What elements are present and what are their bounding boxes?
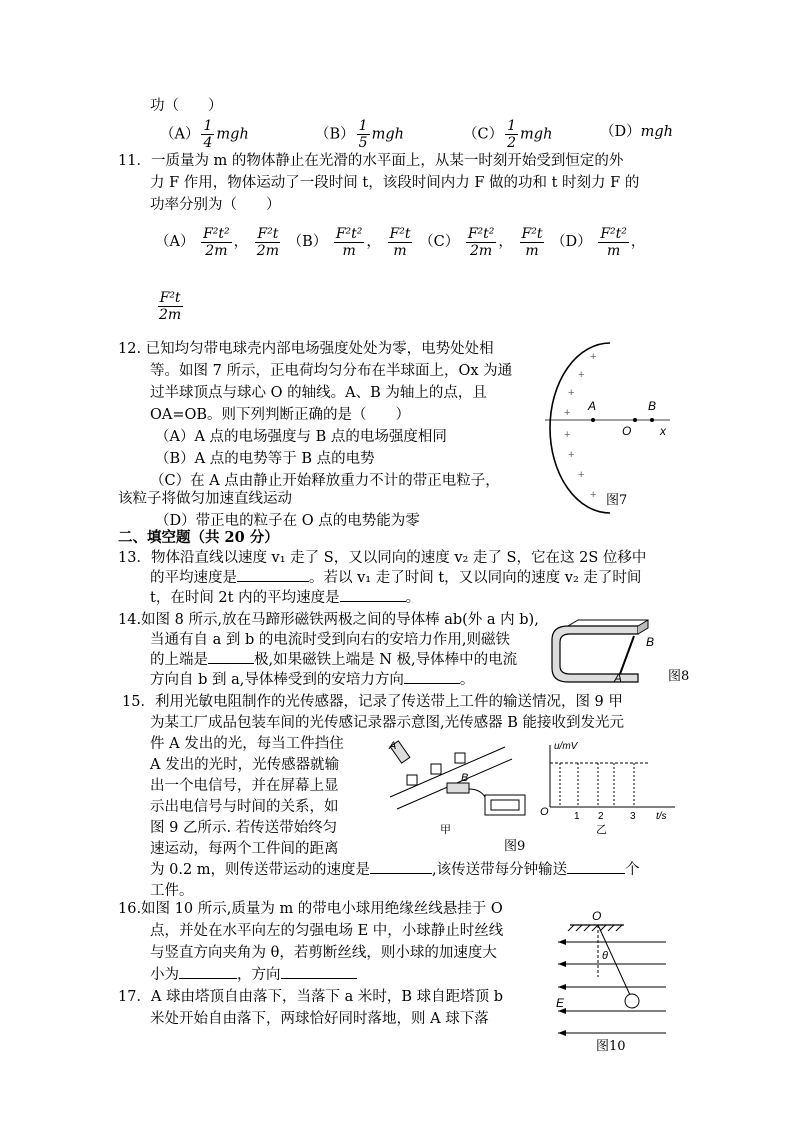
label-b: B	[461, 772, 469, 784]
hatch	[584, 925, 590, 931]
fraction: $\frac{1}{4}$	[203, 118, 213, 151]
conductor-rod	[620, 636, 634, 674]
q12-line1: 12. 已知均匀带电球壳内部电场强度处处为零，电势处处相	[118, 341, 494, 357]
q16-text: ，方向	[237, 967, 281, 983]
q13-text: t，在时间 2t 内的平均速度是	[150, 590, 340, 606]
label-jia: 甲	[440, 824, 451, 836]
label-o: O	[622, 424, 632, 438]
q15-text: 个	[625, 862, 640, 878]
answer-blank[interactable]	[340, 601, 406, 602]
q14-text: 。	[459, 672, 475, 688]
q10-option-a: （A） $\frac{1}{4}$ mgh	[160, 118, 249, 151]
q16-line2: 点，并处在水平向左的匀强电场 E 中，小球静止时丝线	[150, 923, 504, 939]
arrowhead	[558, 984, 566, 990]
hatch	[568, 925, 574, 931]
label-x: x	[660, 424, 666, 438]
q10-option-c: （C） $\frac{1}{2}$ mgh	[463, 118, 553, 151]
fraction: $\frac{\text{F²t²}}{2m}$	[467, 225, 495, 259]
q12-option-a: （A）A 点的电场强度与 B 点的电场强度相同	[155, 429, 447, 445]
q15-text: ,该传送带每分钟输送	[432, 862, 568, 878]
fraction: $\frac{\text{F²t}}{2m}$	[256, 225, 279, 259]
q11-options: （A） $\frac{\text{F²t²}}{2m}$ ， $\frac{\text{F²t}}{2m}$ （B） $\frac{\text{F²t²}}{m}$ ， $\frac{\text{F²t}}{m}$ （C） $\frac{\text{F²t²}}{2m}$ ， $\frac{\text{F²t}}{m}$ （D） $\frac{\text{F²t²}}{m}$ ，	[155, 225, 646, 259]
answer-blank[interactable]	[567, 873, 625, 874]
q15-line1: 15．利用光敏电阻制作的光传感器，记录了传送带上工件的输送情况，图 9 甲	[122, 694, 623, 710]
sensor-wire	[469, 789, 485, 797]
tick-label: 1	[574, 811, 580, 822]
point-a	[591, 418, 595, 422]
arrowhead	[558, 939, 566, 945]
label-o: O	[592, 909, 602, 923]
q17-line2: 米处开始自由落下，两球恰好同时落地，则 A 球下落	[150, 1011, 489, 1027]
fraction: $\frac{\text{F²t}}{2m}$	[159, 289, 182, 323]
answer-blank[interactable]	[404, 683, 460, 684]
q16-line1: 16.如图 10 所示,质量为 m 的带电小球用绝缘丝线悬挂于 O	[118, 901, 503, 917]
q13-line1: 13．物体沿直线以速度 v₁ 走了 S，又以同向的速度 v₂ 走了 S，它在这 2S 位移中	[118, 550, 647, 566]
q10-option-d: （D）mgh	[600, 124, 674, 140]
hatch	[608, 925, 614, 931]
plus-sign: +	[568, 449, 575, 461]
q13-line3	[150, 587, 420, 609]
q10-option-a-label: （A）	[160, 126, 200, 143]
q11-option-d-label: （D）	[551, 234, 592, 250]
q14-line1: 14.如图 8 所示,放在马蹄形磁铁两极之间的导体棒 ab(外 a 内 b),	[118, 612, 539, 628]
fraction: $\frac{\text{F²t}}{m}$	[521, 225, 543, 259]
tick-label: 3	[630, 811, 636, 822]
label-e: E	[556, 996, 565, 1010]
q14-line4	[150, 669, 474, 691]
q12-line4: OA=OB。则下列判断正确的是（ ）	[150, 407, 411, 423]
figure-10-caption: 图10	[596, 1039, 626, 1054]
plus-sign: +	[564, 429, 571, 441]
q13-text: 。若以 v₁ 走了时间 t，又以同向的速度 v₂ 走了时间	[309, 570, 642, 586]
q15-line8: 速运动，每两个工件间的距离	[150, 841, 339, 857]
q12-option-d: （D）带正电的粒子在 O 点的电势能为零	[155, 513, 420, 529]
q12-line2: 等。如图 7 所示，正电荷均匀分布在半球面上，Ox 为通	[150, 363, 513, 379]
arrowhead	[558, 1030, 566, 1036]
sensor-b	[447, 783, 469, 793]
label-b: B	[648, 399, 657, 413]
figure-8-magnet	[548, 612, 668, 690]
fraction: $\frac{1}{5}$	[358, 118, 368, 151]
point-b	[650, 418, 654, 422]
answer-blank[interactable]	[208, 663, 254, 664]
q15-line3: 件 A 发出的光，每当工件挡住	[150, 736, 344, 752]
q16-line4	[150, 964, 357, 986]
label-a: A	[389, 740, 397, 752]
plus-sign: +	[578, 469, 585, 481]
q14-text: 方向自 b 到 a,导体棒受到的安培力方向	[150, 672, 404, 688]
q14-line2: 当通有自 a 到 b 的电流时受到向右的安培力作用,则磁铁	[150, 632, 510, 648]
fraction: $\frac{\text{F²t²}}{m}$	[600, 225, 627, 259]
q11-option-c-label: （C）	[419, 234, 460, 250]
figure-9-caption: 图9	[504, 839, 526, 854]
label-a: A	[588, 399, 597, 413]
answer-blank[interactable]	[370, 873, 432, 874]
hatch	[616, 925, 622, 931]
q10-option-b-label: （B）	[315, 126, 355, 143]
q10-option-c-label: （C）	[463, 126, 504, 143]
q16-line3: 与竖直方向夹角为 θ，若剪断丝线，则小球的加速度大	[150, 945, 497, 961]
answer-blank[interactable]	[281, 978, 357, 979]
q12-option-c-cont: 该粒子将做匀加速直线运动	[118, 491, 292, 507]
hatch	[592, 925, 598, 931]
plus-sign: +	[590, 351, 597, 363]
q11-option-b-label: （B）	[287, 234, 328, 250]
plus-charges	[564, 351, 596, 501]
label-b: B	[646, 635, 655, 649]
x-label: t/s	[656, 811, 667, 822]
q15-line5: 出一个电信号，并在屏幕上显	[150, 778, 339, 794]
ceiling-hatch	[568, 925, 622, 931]
fraction: $\frac{\text{F²t}}{m}$	[389, 225, 411, 259]
section-title: 二、填空题（共 20 分）	[118, 529, 279, 546]
q11-option-a-label: （A）	[155, 234, 195, 250]
q13-text: 。	[405, 590, 421, 606]
q13-text: 的平均速度是	[150, 570, 237, 586]
fraction: $\frac{1}{2}$	[507, 118, 517, 151]
figure-10	[548, 907, 673, 1042]
magnet-top-edge	[568, 620, 648, 626]
y-label: u/mV	[554, 741, 578, 752]
figure-9-conveyor	[385, 737, 540, 837]
q10-option-d-label: （D）	[600, 124, 641, 140]
q13-line2	[150, 567, 641, 589]
plus-sign: +	[578, 369, 585, 381]
answer-blank[interactable]	[179, 978, 237, 979]
charged-ball	[625, 994, 639, 1008]
workpiece	[431, 764, 441, 774]
origin-label: O	[540, 806, 549, 818]
q15-line7: 图 9 乙所示. 若传送带始终匀	[150, 820, 338, 836]
fraction: $\frac{\text{F²t²}}{2m}$	[203, 225, 230, 259]
q15-line10: 工件。	[150, 883, 194, 899]
q15-line2: 为某工厂成品包装车间的光传感记录器示意图,光传感器 B 能接收到发光元	[150, 715, 624, 731]
q12-option-c: （C）在 A 点由静止开始释放重力不计的带正电粒子，	[150, 473, 500, 489]
signal-pulses	[560, 763, 634, 807]
q16-text: 小为	[150, 967, 179, 983]
q11-line3: 功率分别为（ ）	[150, 197, 281, 213]
arrowhead	[558, 961, 566, 967]
q12-option-b: （B）A 点的电势等于 B 点的电势	[155, 451, 375, 467]
q15-line6: 示出电信号与时间的关系，如	[150, 799, 339, 815]
q14-text: 极,如果磁铁上端是 N 极,导体棒中的电流	[254, 652, 518, 668]
q10-tail: 功（ ）	[150, 98, 223, 114]
workpiece	[455, 753, 465, 763]
hatch	[576, 925, 582, 931]
label-a: A	[614, 671, 623, 685]
figure-9-signal-graph	[540, 737, 685, 837]
answer-blank[interactable]	[237, 581, 309, 582]
q11-option-d-second	[155, 286, 185, 326]
workpiece	[407, 775, 417, 785]
hatch	[600, 925, 606, 931]
tick-label: 2	[598, 811, 604, 822]
plus-sign: +	[564, 407, 571, 419]
q11-line1: 11．一质量为 m 的物体静止在光滑的水平面上，从某一时刻开始受到恒定的外	[118, 153, 624, 169]
plus-sign: +	[568, 387, 575, 399]
label-yi: 乙	[596, 824, 607, 836]
q14-line3	[150, 649, 517, 671]
point-o	[633, 418, 637, 422]
magnet-end	[638, 620, 648, 634]
q14-text: 的上端是	[150, 652, 208, 668]
q10-option-b: （B） $\frac{1}{5}$ mgh	[315, 118, 404, 151]
plus-sign: +	[590, 489, 597, 501]
fraction: $\frac{\text{F²t²}}{m}$	[335, 225, 363, 259]
q17-line1: 17．A 球由塔顶自由落下，当落下 a 米时，B 球自距塔顶 b	[118, 989, 504, 1005]
q12-line3: 过半球顶点与球心 O 的轴线。A、B 为轴上的点，且	[150, 385, 487, 401]
magnet-body	[552, 626, 638, 682]
q15-line4: A 发出的光时，光传感器就输	[150, 757, 340, 773]
q15-text: 为 0.2 m，则传送带运动的速度是	[150, 862, 371, 878]
label-theta: θ	[602, 950, 608, 962]
figure-7-caption: 图7	[606, 493, 628, 508]
q11-line2: 力 F 作用，物体运动了一段时间 t，该段时间内力 F 做的功和 t 时刻力 F 的	[150, 175, 640, 191]
q15-line9	[150, 859, 640, 881]
figure-8-caption: 图8	[668, 669, 690, 684]
